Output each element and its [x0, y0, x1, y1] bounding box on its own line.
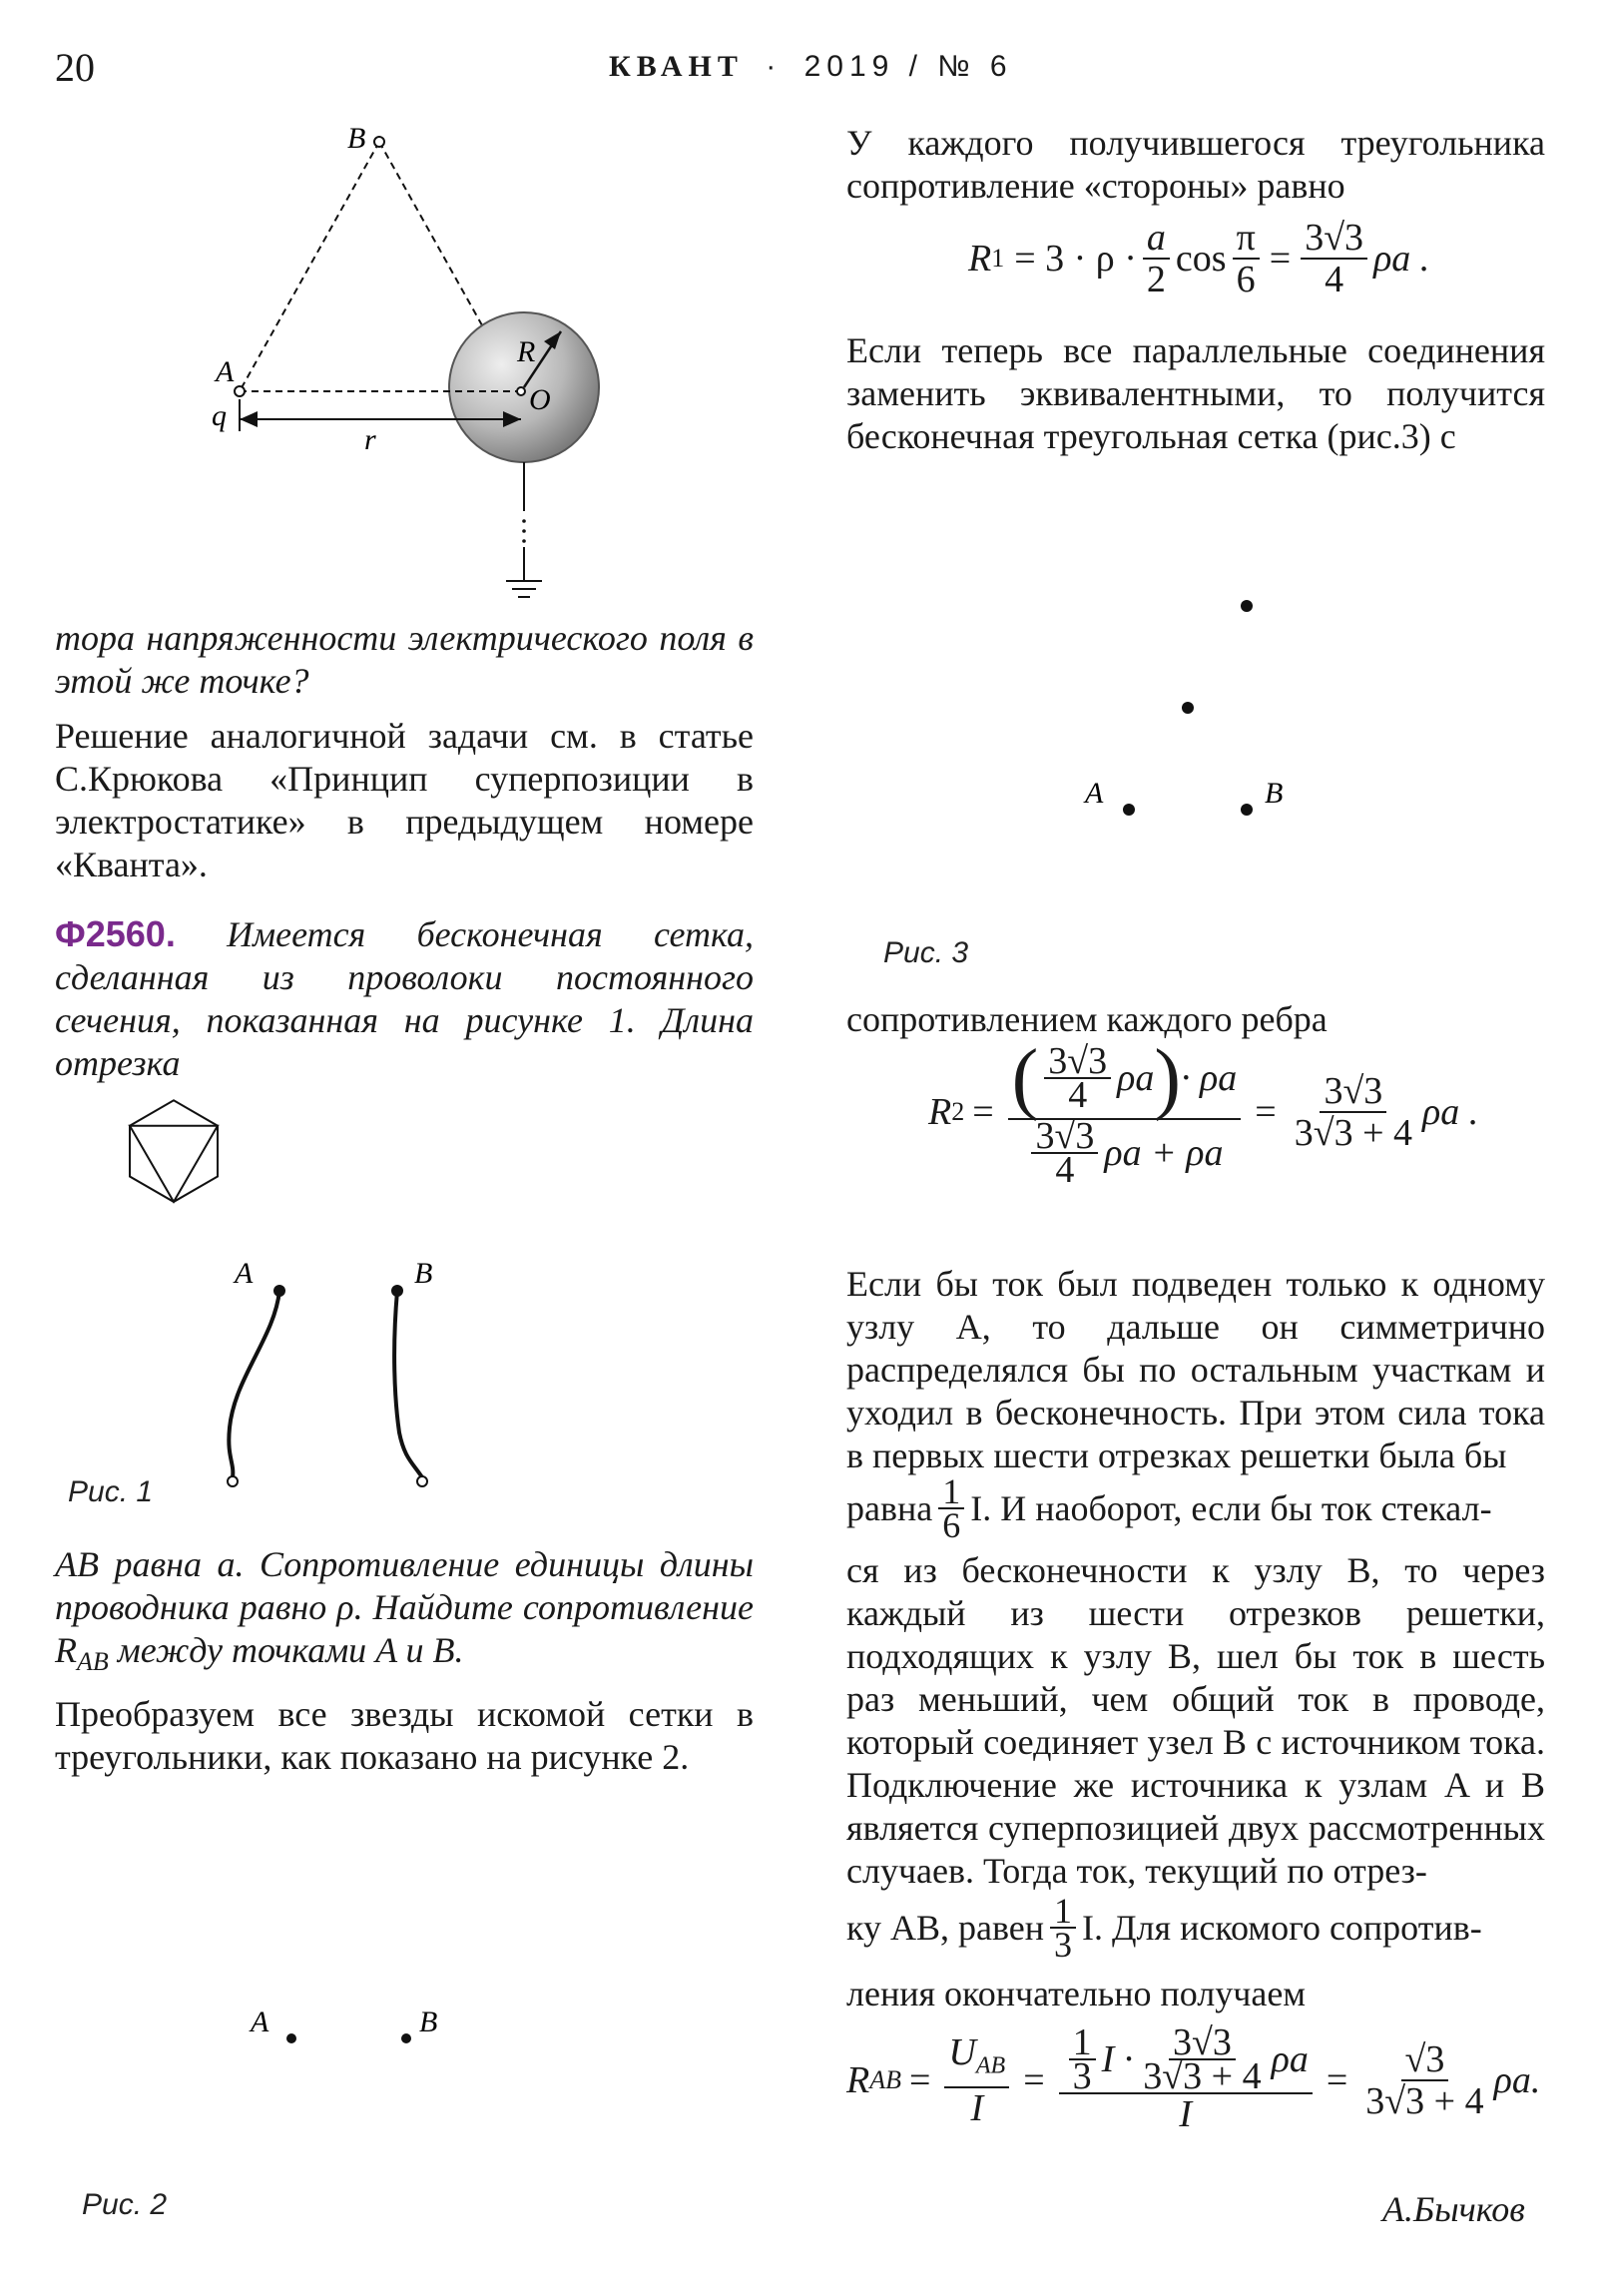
fig0-label-A: A [216, 355, 235, 388]
right-paragraph-1: У каждого получившегося треугольника сопротивление «стороны» равно [846, 123, 1545, 206]
eq3-f1-den: I [970, 2086, 984, 2129]
fig3-label-B: B [1265, 777, 1284, 810]
p5-frac-num: 1 [1050, 1895, 1076, 1929]
problem-end: между точками A и B. [108, 1630, 464, 1670]
right-paragraph-4-cont: ся из бесконечности к узлу B, то через каждый из шести отрезков решетки, подходящих к узлу B, шел бы ток в шесть раз меньший, чем общий ток в проводе, который соединяет узел B с источником тока. Подключение же источника к узлам A и B является суперпозицией двух рассмотренных случаев. Тогда ток, текущий по отрез- [846, 1550, 1545, 1891]
right-paragraph-3: сопротивлением каждого ребра [846, 999, 1328, 1039]
eq2-result-tail: ρa . [1422, 1091, 1479, 1133]
right-paragraph-2: Если теперь все параллельные соединения заменить эквивалентными, то получится бесконечная треугольная сетка (рис.3) с [846, 330, 1545, 456]
header-separator: · [766, 50, 783, 83]
fig3-node [1182, 702, 1194, 714]
p4-post: I. И наоборот, если бы ток стекал- [970, 1487, 1492, 1528]
fig1-label-A: A [235, 1257, 254, 1290]
eq2-result-den: 3√3 + 4 [1294, 1112, 1413, 1154]
fig2-node-A [286, 2033, 296, 2043]
right-paragraph-4-line [846, 1471, 1545, 1545]
problem-text: Имеется бесконечная сетка, сделанная из проволоки постоянного сечения, показанная на рисунке 1. Длина отрезка [55, 914, 755, 1083]
problem-sub: AB [77, 1647, 109, 1677]
p5-pre: ку AB, равен [846, 1907, 1044, 1948]
fig2-caption: Рис. 2 [82, 2188, 168, 2221]
eq3-result-num: √3 [1401, 2039, 1449, 2081]
equation-R2: R 2 = ( $\frac{3√3}{4}$ ρa ) · ρa $\frac{3√3}{4}$ ρa + ρa = $\frac{3√3}{3√3 + 4}$ ρa . [928, 1034, 1479, 1191]
figure-1 [75, 1058, 714, 1497]
fig1-node-A [273, 1285, 285, 1297]
journal-name: КВАНТ [609, 50, 744, 83]
eq3-lhs: R [846, 2059, 870, 2101]
fig0-label-O: O [529, 383, 551, 416]
fig3-node-A [1123, 804, 1135, 816]
fig2-label-A: A [251, 2006, 269, 2038]
eq1-mid: = 3 · ρ · [1014, 238, 1137, 280]
page-number: 20 [55, 45, 95, 90]
eq3-equals-2: = [1023, 2059, 1045, 2101]
eq1-f1-num: a [1143, 218, 1170, 260]
fig0-label-R: R [517, 335, 536, 368]
fig0-label-B: B [347, 122, 366, 155]
equation-RAB [846, 2021, 1541, 2135]
eq1-f2-den: 6 [1236, 259, 1256, 300]
equation-R1 [968, 218, 1429, 299]
eq2-den-frac-den: 4 [1055, 1149, 1075, 1191]
eq3-result-den: 3√3 + 4 [1365, 2080, 1484, 2122]
eq2-equals-2: = [1255, 1091, 1277, 1133]
solution-reference: Решение аналогичной задачи см. в статье С.Крюкова «Принцип суперпозиции в электростатике» в предыдущем номере «Кванта». [55, 716, 754, 884]
eq3-sub: AB [869, 2065, 901, 2094]
eq2-num-frac-num: 3√3 [1044, 1045, 1111, 1079]
fig1-lead-B [394, 1291, 422, 1477]
figure-2 [95, 1827, 734, 2256]
p4-pre: равна [846, 1487, 933, 1528]
fig3-node-B [1241, 804, 1253, 816]
eq1-tail: ρa . [1373, 238, 1430, 280]
fig0-label-r: r [364, 423, 376, 456]
issue-number: 2019 / № 6 [803, 50, 1013, 83]
hex-inner-triangle [130, 1126, 218, 1202]
eq3-bign-mid: I · [1101, 2038, 1134, 2080]
eq1-f2-num: π [1233, 218, 1260, 260]
fig1-label-B: B [414, 1257, 433, 1290]
figure-3 [923, 469, 1467, 938]
right-paragraph-4: Если бы ток был подведен только к одному узлу A, то дальше он симметрично распределялся бы по остальным участкам и уходил в бесконечность. При этом сила тока в первых шести отрезках решетки была бы [846, 1264, 1545, 1475]
transform-paragraph: Преобразуем все звезды искомой сетки в треугольники, как показано на рисунке 2. [55, 1694, 754, 1777]
eq3-f1-num: U [948, 2031, 976, 2074]
eq1-equals: = [1269, 238, 1292, 280]
eq2-sub: 2 [951, 1097, 965, 1126]
eq3-equals-3: = [1326, 2059, 1348, 2101]
hex-cell [130, 1100, 218, 1202]
eq1-f3-den: 4 [1325, 259, 1344, 300]
eq2-num-mult: · ρa [1181, 1057, 1238, 1099]
eq3-equals: = [908, 2059, 931, 2101]
p5-frac-den: 3 [1054, 1925, 1072, 1965]
p4-frac-den: 6 [942, 1505, 961, 1545]
fig1-lead-A [229, 1291, 279, 1477]
eq2-result-num: 3√3 [1320, 1071, 1386, 1113]
eq3-result-tail: ρa. [1493, 2059, 1541, 2101]
problem-cont-text: AB равна a. Сопротивление единицы длины проводника равно ρ. Найдите сопротивление R [55, 1544, 754, 1670]
eq3-bign-tail: ρa [1271, 2038, 1309, 2080]
fig0-label-q: q [212, 399, 227, 432]
p4-frac-num: 1 [938, 1475, 964, 1509]
p5-post: I. Для искомого сопротив- [1082, 1907, 1482, 1948]
fig2-node-B [401, 2033, 411, 2043]
author: А.Бычков [1382, 2189, 1525, 2229]
eq3-bign-f2-num: 3√3 [1169, 2026, 1236, 2060]
fig3-caption: Рис. 3 [883, 936, 969, 969]
eq1-f3-num: 3√3 [1301, 218, 1367, 260]
eq3-bign-frac-den: 3 [1072, 2055, 1092, 2097]
eq2-lhs: R [928, 1091, 952, 1133]
fig1-node-B [391, 1285, 403, 1297]
eq3-big-den: I [1179, 2093, 1193, 2135]
problem-continuation [55, 1543, 754, 1683]
eq1-f1-den: 2 [1146, 259, 1166, 300]
running-header [609, 50, 1013, 84]
right-paragraph-6: ления окончательно получаем [846, 1974, 1307, 2013]
eq3-f1-num-sub: AB [975, 2052, 1006, 2079]
eq2-num-tail: ρa [1117, 1057, 1155, 1099]
fig1-caption: Рис. 1 [68, 1475, 154, 1508]
eq2-num-frac-den: 4 [1068, 1074, 1088, 1116]
fig3-label-A: A [1085, 777, 1104, 810]
eq3-bign-f2-den: 3√3 + 4 [1143, 2055, 1262, 2097]
question-continuation: тора напряженности электрического поля в этой же точке? [55, 618, 754, 701]
hex-grid [130, 1100, 218, 1202]
eq1-sub: 1 [991, 244, 1005, 273]
eq2-den-frac-num: 3√3 [1031, 1120, 1098, 1154]
fig2-label-B: B [419, 2006, 438, 2038]
eq1-lhs: R [968, 238, 992, 280]
eq2-den-tail: ρa + ρa [1104, 1132, 1224, 1174]
right-paragraph-5-line [846, 1891, 1545, 1965]
eq1-cos: cos [1175, 238, 1227, 280]
eq3-bign-frac-num: 1 [1069, 2026, 1096, 2060]
eq2-equals: = [972, 1091, 994, 1133]
figure-sphere [200, 120, 649, 609]
problem-id: Ф2560. [55, 913, 176, 954]
fig3-node [1241, 600, 1253, 612]
